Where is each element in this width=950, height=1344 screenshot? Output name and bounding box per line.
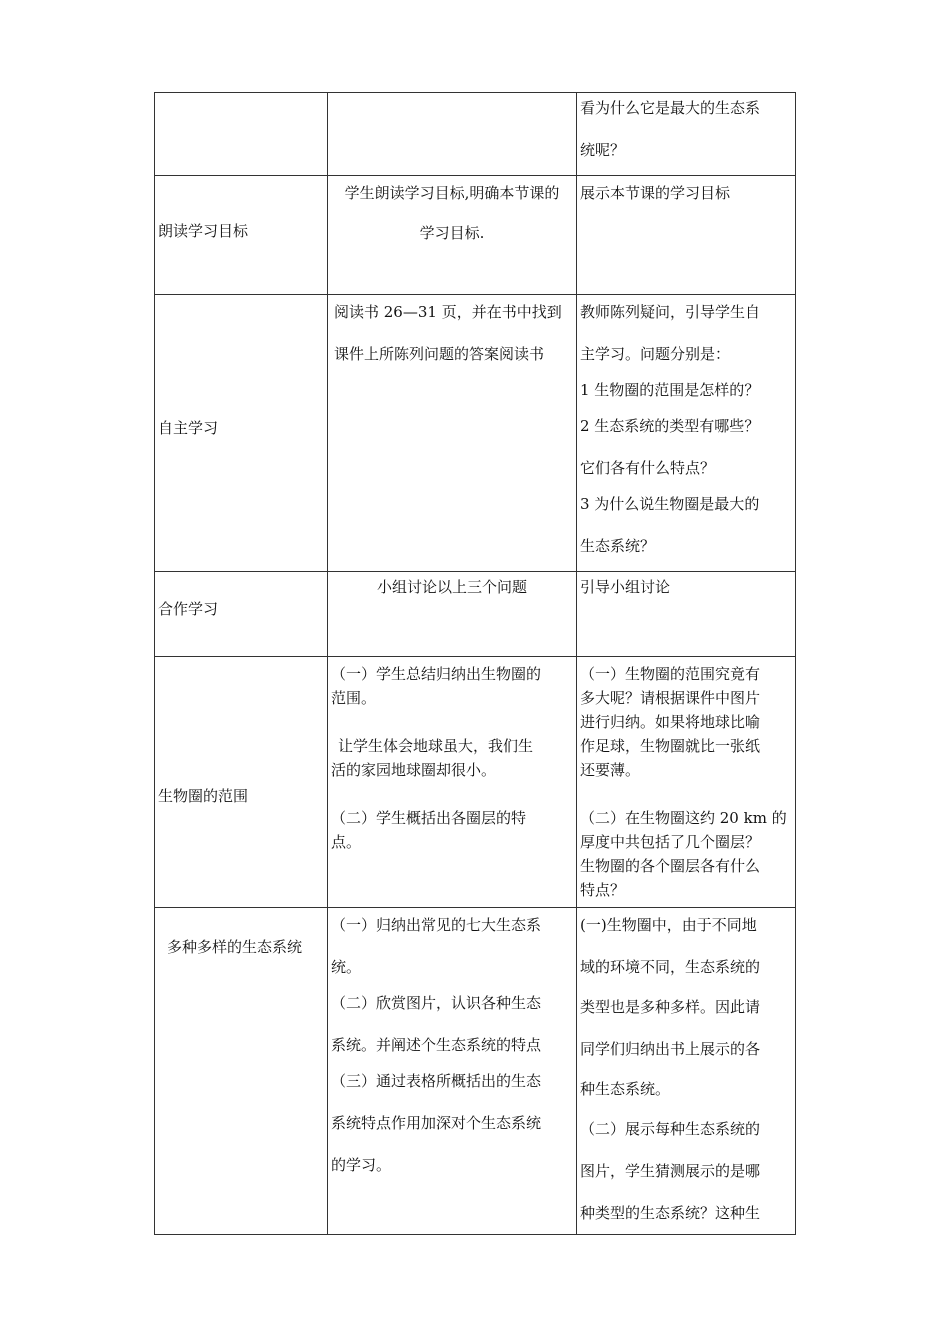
teacher-line: 还要薄。 <box>580 761 641 779</box>
stage-label: 朗读学习目标 <box>158 222 249 240</box>
student-line: 阅读书 26—31 页，并在书中找到 <box>334 303 562 321</box>
teacher-line: (一)生物圈中，由于不同地 <box>580 916 757 934</box>
teacher-line: 它们各有什么特点？ <box>580 459 716 477</box>
teacher-line: 作足球，生物圈就比一张纸 <box>580 737 761 755</box>
table-row <box>155 657 796 908</box>
teacher-line: 主学习。问题分别是： <box>580 345 731 363</box>
teacher-line: 多大呢？请根据课件中图片 <box>580 689 761 707</box>
table-row <box>155 572 796 657</box>
student-line: 的学习。 <box>331 1156 392 1174</box>
student-line: 让学生体会地球虽大，我们生 <box>338 737 534 755</box>
stage-cell <box>155 572 328 657</box>
student-line: （三）通过表格所概括出的生态 <box>331 1072 542 1090</box>
student-line: 范围。 <box>331 689 377 707</box>
student-activity-cell <box>328 572 577 657</box>
stage-label: 多种多样的生态系统 <box>167 938 303 956</box>
student-line: 统。 <box>331 958 362 976</box>
stage-label: 自主学习 <box>158 419 219 437</box>
teacher-line: （一）生物圈的范围究竟有 <box>580 665 761 683</box>
teacher-line: 引导小组讨论 <box>580 578 671 596</box>
student-line: （二）学生概括出各圈层的特 <box>331 809 527 827</box>
student-line: 活的家园地球圈却很小。 <box>331 761 497 779</box>
teacher-line: （二）展示每种生态系统的 <box>580 1120 761 1138</box>
student-line: 学生朗读学习目标,明确本节课的 <box>344 184 560 202</box>
teacher-line: 统呢？ <box>580 141 626 159</box>
stage-label: 合作学习 <box>158 600 219 618</box>
student-activity-cell <box>328 93 577 176</box>
teacher-line: 1 生物圈的范围是怎样的？ <box>580 381 760 399</box>
teacher-line: 同学们归纳出书上展示的各 <box>580 1040 761 1058</box>
teacher-activity-cell <box>577 572 796 657</box>
stage-cell <box>155 176 328 295</box>
lesson-plan-table <box>154 92 796 1235</box>
stage-cell <box>155 93 328 176</box>
student-activity-cell <box>328 295 577 572</box>
teacher-line: 厚度中共包括了几个圈层？ <box>580 833 761 851</box>
student-line: 学习目标. <box>419 224 485 242</box>
teacher-line: 类型也是多种多样。因此请 <box>580 998 761 1016</box>
teacher-activity-cell <box>577 657 796 908</box>
teacher-line: 种类型的生态系统？这种生 <box>580 1204 761 1222</box>
student-line: （二）欣赏图片，认识各种生态 <box>331 994 542 1012</box>
teacher-line: 进行归纳。如果将地球比喻 <box>580 713 761 731</box>
teacher-line: 生物圈的各个圈层各有什么 <box>580 857 761 875</box>
student-line: 系统特点作用加深对个生态系统 <box>331 1114 542 1132</box>
stage-cell <box>155 295 328 572</box>
teacher-activity-cell <box>577 93 796 176</box>
student-line: （一）学生总结归纳出生物圈的 <box>331 665 542 683</box>
teacher-line: （二）在生物圈这约 20 km 的 <box>580 809 787 827</box>
student-line: 小组讨论以上三个问题 <box>376 578 527 596</box>
student-activity-cell <box>328 908 577 1235</box>
teacher-line: 看为什么它是最大的生态系 <box>580 99 761 117</box>
teacher-line: 3 为什么说生物圈是最大的 <box>580 495 760 513</box>
teacher-line: 域的环境不同，生态系统的 <box>580 958 761 976</box>
teacher-activity-cell <box>577 908 796 1235</box>
table-row <box>155 295 796 572</box>
teacher-line: 图片，学生猜测展示的是哪 <box>580 1162 761 1180</box>
teacher-line: 2 生态系统的类型有哪些？ <box>580 417 760 435</box>
student-line: 课件上所陈列问题的答案阅读书 <box>334 345 545 363</box>
teacher-line: 特点？ <box>580 881 626 899</box>
student-line: 点。 <box>331 833 362 851</box>
teacher-activity-cell <box>577 295 796 572</box>
student-line: （一）归纳出常见的七大生态系 <box>331 916 542 934</box>
teacher-activity-cell <box>577 176 796 295</box>
student-line: 系统。并阐述个生态系统的特点 <box>331 1036 542 1054</box>
stage-cell <box>155 908 328 1235</box>
teacher-line: 教师陈列疑问，引导学生自 <box>580 303 761 321</box>
teacher-line: 生态系统？ <box>580 537 656 555</box>
student-activity-cell <box>328 657 577 908</box>
table-row <box>155 176 796 295</box>
teacher-line: 种生态系统。 <box>580 1080 671 1098</box>
teacher-line: 展示本节课的学习目标 <box>580 184 731 202</box>
table-row <box>155 93 796 176</box>
stage-label: 生物圈的范围 <box>158 787 249 805</box>
stage-cell <box>155 657 328 908</box>
table-row <box>155 908 796 1235</box>
student-activity-cell <box>328 176 577 295</box>
